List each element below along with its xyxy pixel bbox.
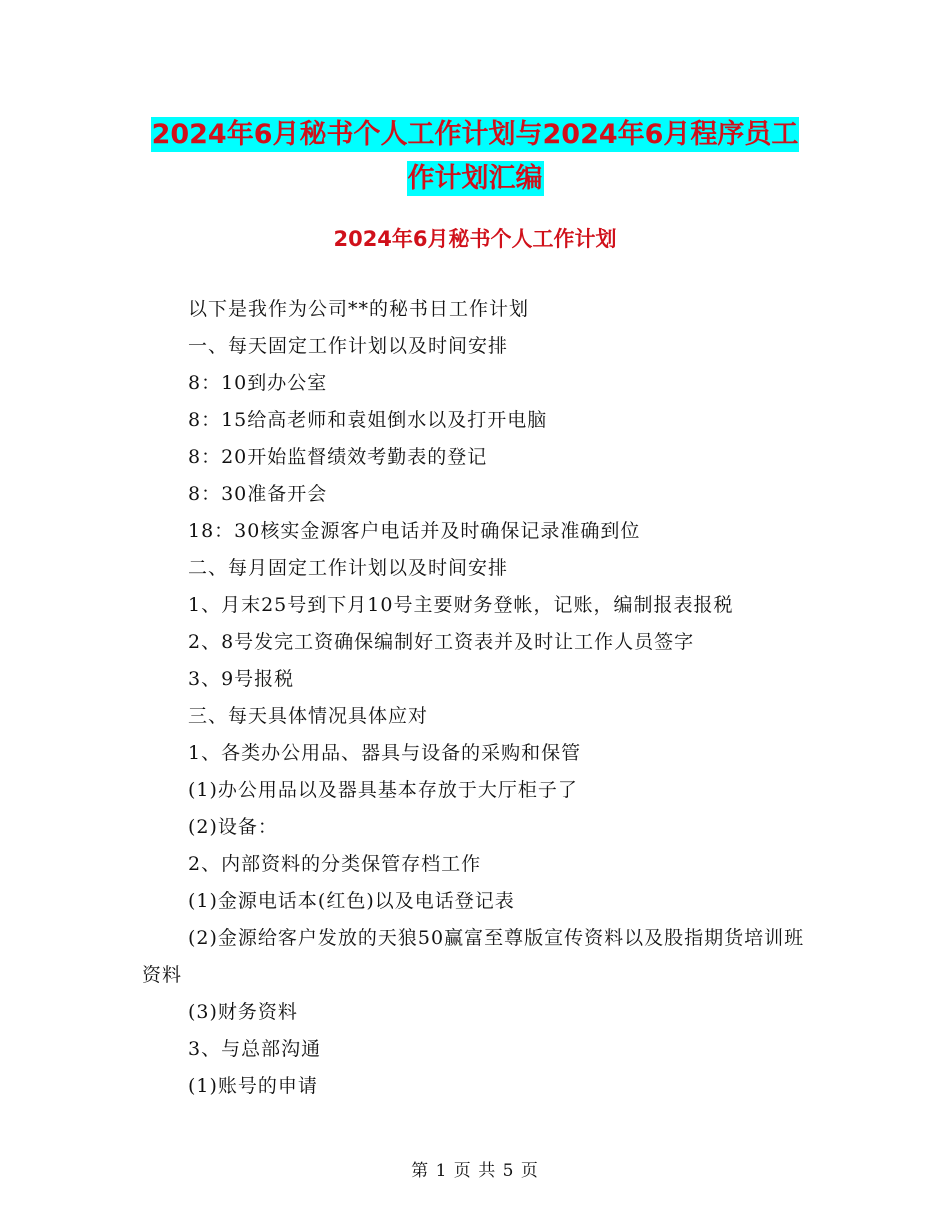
paragraph: 18：30核实金源客户电话并及时确保记录准确到位 bbox=[188, 520, 641, 542]
paragraph: 8：15给高老师和袁姐倒水以及打开电脑 bbox=[188, 409, 548, 431]
paragraph: 二、每月固定工作计划以及时间安排 bbox=[188, 557, 509, 579]
paragraph: 3、与总部沟通 bbox=[188, 1038, 322, 1060]
paragraph: 以下是我作为公司**的秘书日工作计划 bbox=[188, 298, 530, 320]
paragraph: 8：30准备开会 bbox=[188, 483, 328, 505]
document-title-line-2 bbox=[0, 156, 950, 195]
document-title-line-2-text: 作计划汇编 bbox=[407, 163, 543, 194]
paragraph: 1、月末25号到下月10号主要财务登帐，记账，编制报表报税 bbox=[188, 594, 734, 616]
document-title-line-1 bbox=[0, 112, 950, 151]
paragraph: 3、9号报税 bbox=[188, 668, 295, 690]
paragraph: 三、每天具体情况具体应对 bbox=[188, 705, 429, 727]
document-body bbox=[142, 291, 812, 1105]
paragraph: 8：20开始监督绩效考勤表的登记 bbox=[188, 446, 488, 468]
page-footer: 第 1 页 共 5 页 bbox=[411, 1161, 539, 1181]
section-title: 2024年6月秘书个人工作计划 bbox=[333, 227, 617, 251]
paragraph: (1)金源电话本(红色)以及电话登记表 bbox=[188, 890, 515, 912]
paragraph: (3)财务资料 bbox=[188, 1001, 298, 1023]
paragraph: 8：10到办公室 bbox=[188, 372, 328, 394]
paragraph: 2、8号发完工资确保编制好工资表并及时让工作人员签字 bbox=[188, 631, 695, 653]
paragraph: (1)账号的申请 bbox=[188, 1075, 318, 1097]
paragraph: 一、每天固定工作计划以及时间安排 bbox=[188, 335, 509, 357]
paragraph: (2)金源给客户发放的天狼50赢富至尊版宣传资料以及股指期货培训班资料 bbox=[142, 927, 805, 986]
paragraph: 1、各类办公用品、器具与设备的采购和保管 bbox=[188, 742, 582, 764]
paragraph: (1)办公用品以及器具基本存放于大厅柜子了 bbox=[188, 779, 578, 801]
document-title-line-1-text: 2024年6月秘书个人工作计划与2024年6月程序员工 bbox=[151, 119, 799, 150]
paragraph: 2、内部资料的分类保管存档工作 bbox=[188, 853, 482, 875]
paragraph: (2)设备： bbox=[188, 816, 278, 838]
